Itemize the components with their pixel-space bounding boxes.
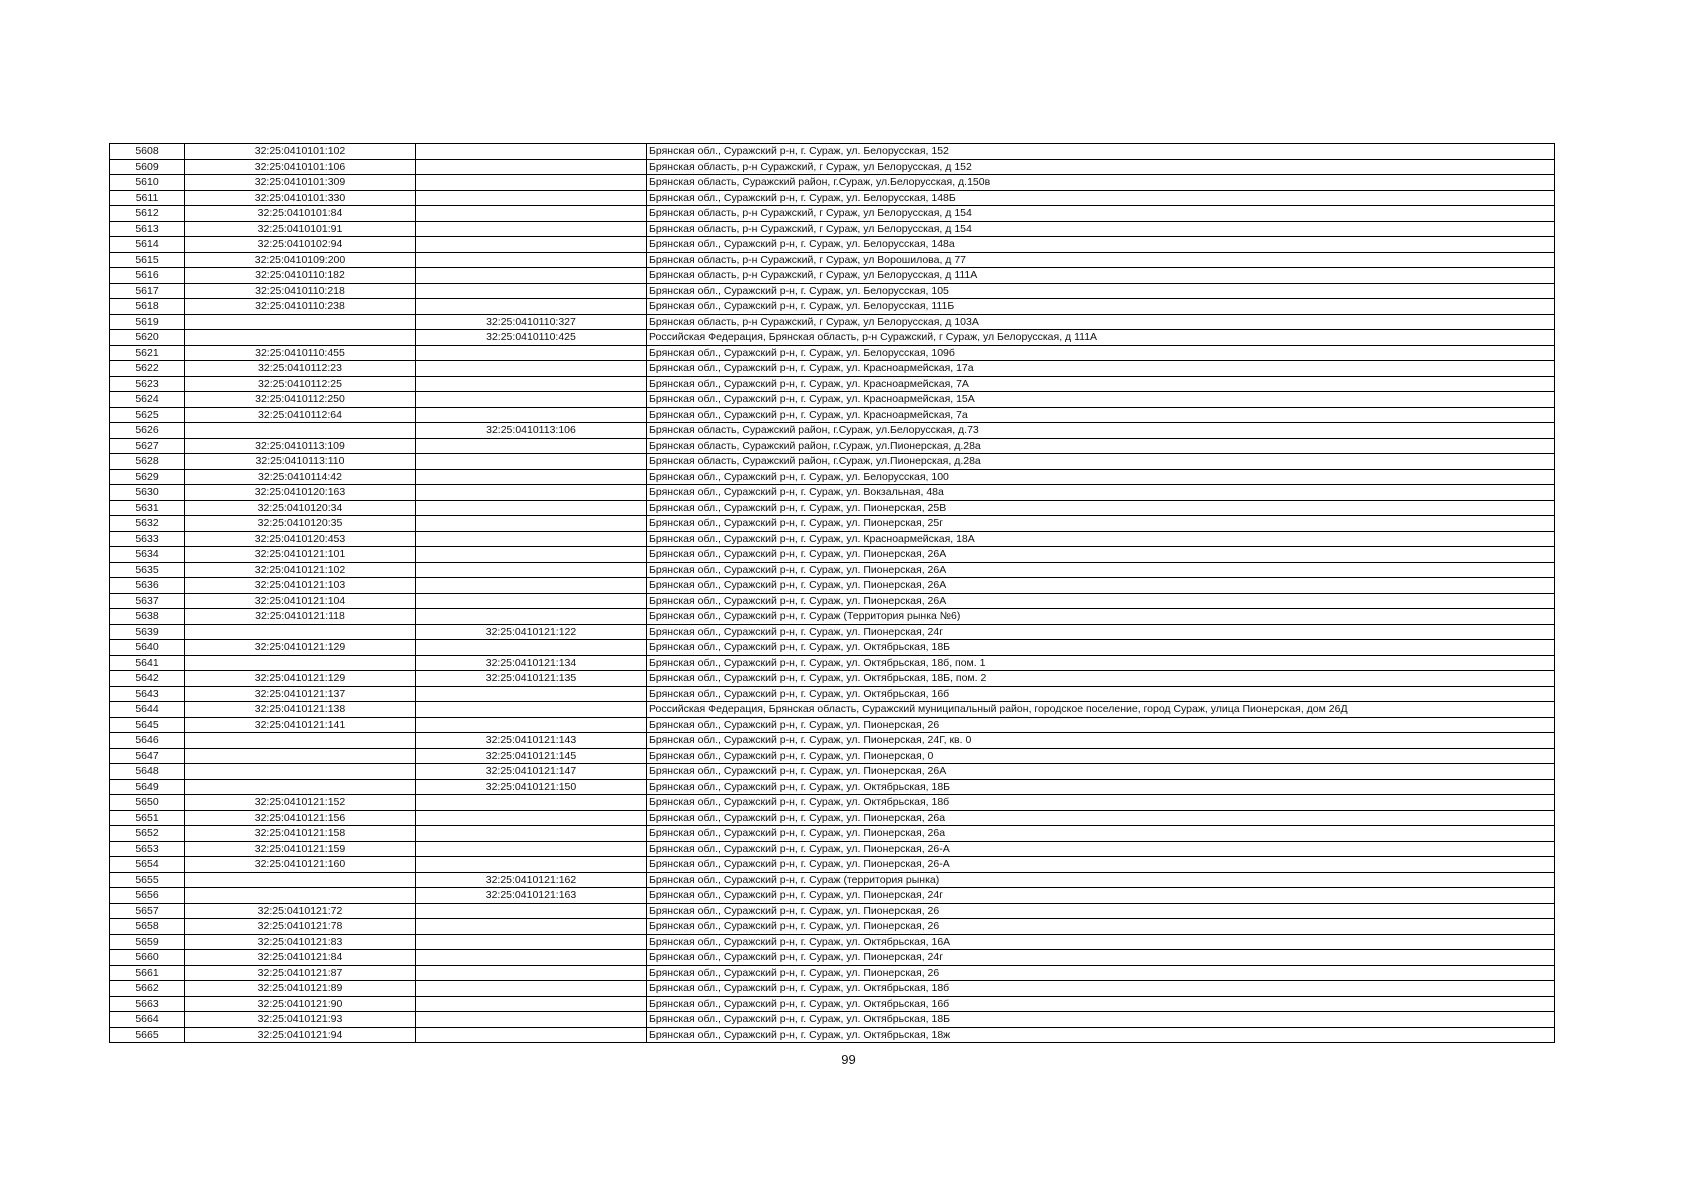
address-cell: Брянская обл., Суражский р-н, г. Сураж, ул. Белорусская, 148а [647, 237, 1555, 253]
cadastral-number-cell [185, 764, 416, 780]
address-cell: Брянская обл., Суражский р-н, г. Сураж, ул. Пионерская, 24г [647, 888, 1555, 904]
related-cadastral-number-cell [416, 516, 647, 532]
related-cadastral-number-cell [416, 903, 647, 919]
table-row [110, 810, 1555, 826]
address-cell: Брянская обл., Суражский р-н, г. Сураж, ул. Пионерская, 25В [647, 500, 1555, 516]
address-cell: Брянская область, Суражский район, г.Сураж, ул.Пионерская, д.28а [647, 454, 1555, 470]
cadastral-number-cell: 32:25:0410110:218 [185, 283, 416, 299]
row-number-cell: 5656 [110, 888, 185, 904]
cadastral-number-cell: 32:25:0410120:34 [185, 500, 416, 516]
cadastral-number-cell: 32:25:0410120:163 [185, 485, 416, 501]
related-cadastral-number-cell [416, 144, 647, 160]
related-cadastral-number-cell [416, 717, 647, 733]
address-cell: Брянская обл., Суражский р-н, г. Сураж, ул. Пионерская, 26 [647, 903, 1555, 919]
related-cadastral-number-cell [416, 175, 647, 191]
table-row [110, 733, 1555, 749]
table-row [110, 268, 1555, 284]
cadastral-number-cell: 32:25:0410101:84 [185, 206, 416, 222]
cadastral-number-cell [185, 330, 416, 346]
cadastral-number-cell: 32:25:0410121:90 [185, 996, 416, 1012]
table-row [110, 190, 1555, 206]
table-row [110, 221, 1555, 237]
address-cell: Брянская область, р-н Суражский, г Сураж, ул Белорусская, д 103А [647, 314, 1555, 330]
cadastral-number-cell: 32:25:0410121:84 [185, 950, 416, 966]
address-cell: Брянская обл., Суражский р-н, г. Сураж, ул. Красноармейская, 18А [647, 531, 1555, 547]
cadastral-number-cell: 32:25:0410120:35 [185, 516, 416, 532]
table-row [110, 159, 1555, 175]
cadastral-number-cell: 32:25:0410121:72 [185, 903, 416, 919]
address-cell: Брянская обл., Суражский р-н, г. Сураж, ул. Пионерская, 26А [647, 593, 1555, 609]
cadastral-number-cell: 32:25:0410112:23 [185, 361, 416, 377]
table-row [110, 252, 1555, 268]
address-cell: Брянская обл., Суражский р-н, г. Сураж, ул. Белорусская, 100 [647, 469, 1555, 485]
row-number-cell: 5655 [110, 872, 185, 888]
address-cell: Брянская обл., Суражский р-н, г. Сураж, ул. Октябрьская, 18б [647, 795, 1555, 811]
page-number: 99 [841, 1052, 856, 1067]
row-number-cell: 5611 [110, 190, 185, 206]
related-cadastral-number-cell: 32:25:0410110:425 [416, 330, 647, 346]
address-cell: Брянская область, Суражский район, г.Сураж, ул.Белорусская, д.150в [647, 175, 1555, 191]
row-number-cell: 5630 [110, 485, 185, 501]
address-cell: Брянская обл., Суражский р-н, г. Сураж, ул. Красноармейская, 7А [647, 376, 1555, 392]
cadastral-number-cell: 32:25:0410109:200 [185, 252, 416, 268]
related-cadastral-number-cell [416, 268, 647, 284]
cadastral-number-cell: 32:25:0410121:138 [185, 702, 416, 718]
cadastral-number-cell: 32:25:0410121:156 [185, 810, 416, 826]
registry-table [109, 143, 1555, 1043]
table-row [110, 547, 1555, 563]
table-row [110, 981, 1555, 997]
cadastral-number-cell: 32:25:0410121:118 [185, 609, 416, 625]
table-row [110, 640, 1555, 656]
row-number-cell: 5663 [110, 996, 185, 1012]
related-cadastral-number-cell [416, 407, 647, 423]
related-cadastral-number-cell [416, 299, 647, 315]
cadastral-number-cell: 32:25:0410110:182 [185, 268, 416, 284]
table-row [110, 562, 1555, 578]
row-number-cell: 5610 [110, 175, 185, 191]
table-row [110, 206, 1555, 222]
row-number-cell: 5614 [110, 237, 185, 253]
cadastral-number-cell: 32:25:0410112:250 [185, 392, 416, 408]
cadastral-number-cell: 32:25:0410102:94 [185, 237, 416, 253]
row-number-cell: 5644 [110, 702, 185, 718]
table-row [110, 392, 1555, 408]
address-cell: Брянская обл., Суражский р-н, г. Сураж, ул. Пионерская, 26 [647, 965, 1555, 981]
cadastral-number-cell [185, 423, 416, 439]
address-cell: Брянская обл., Суражский р-н, г. Сураж, ул. Пионерская, 24г [647, 624, 1555, 640]
cadastral-number-cell: 32:25:0410121:129 [185, 640, 416, 656]
related-cadastral-number-cell [416, 1027, 647, 1043]
row-number-cell: 5637 [110, 593, 185, 609]
table-row [110, 671, 1555, 687]
table-row [110, 919, 1555, 935]
row-number-cell: 5632 [110, 516, 185, 532]
cadastral-number-cell [185, 624, 416, 640]
address-cell: Брянская обл., Суражский р-н, г. Сураж (территория рынка) [647, 872, 1555, 888]
address-cell: Брянская обл., Суражский р-н, г. Сураж, ул. Пионерская, 26 [647, 919, 1555, 935]
related-cadastral-number-cell [416, 702, 647, 718]
related-cadastral-number-cell [416, 950, 647, 966]
address-cell: Брянская область, р-н Суражский, г Сураж, ул Белорусская, д 111А [647, 268, 1555, 284]
row-number-cell: 5617 [110, 283, 185, 299]
cadastral-number-cell [185, 872, 416, 888]
row-number-cell: 5620 [110, 330, 185, 346]
address-cell: Брянская обл., Суражский р-н, г. Сураж, ул. Пионерская, 24г [647, 950, 1555, 966]
related-cadastral-number-cell [416, 500, 647, 516]
table-row [110, 609, 1555, 625]
related-cadastral-number-cell: 32:25:0410121:162 [416, 872, 647, 888]
address-cell: Брянская область, р-н Суражский, г Сураж, ул Белорусская, д 154 [647, 221, 1555, 237]
address-cell: Брянская область, Суражский район, г.Сураж, ул.Пионерская, д.28а [647, 438, 1555, 454]
table-row [110, 950, 1555, 966]
related-cadastral-number-cell [416, 934, 647, 950]
table-row [110, 748, 1555, 764]
row-number-cell: 5650 [110, 795, 185, 811]
row-number-cell: 5635 [110, 562, 185, 578]
related-cadastral-number-cell [416, 221, 647, 237]
table-row [110, 531, 1555, 547]
address-cell: Брянская обл., Суражский р-н, г. Сураж, ул. Белорусская, 148Б [647, 190, 1555, 206]
cadastral-number-cell: 32:25:0410121:93 [185, 1012, 416, 1028]
row-number-cell: 5612 [110, 206, 185, 222]
row-number-cell: 5658 [110, 919, 185, 935]
address-cell: Брянская обл., Суражский р-н, г. Сураж, ул. Белорусская, 111Б [647, 299, 1555, 315]
row-number-cell: 5631 [110, 500, 185, 516]
related-cadastral-number-cell [416, 376, 647, 392]
row-number-cell: 5624 [110, 392, 185, 408]
table-row [110, 1012, 1555, 1028]
table-row [110, 500, 1555, 516]
table-row [110, 454, 1555, 470]
related-cadastral-number-cell [416, 469, 647, 485]
address-cell: Брянская обл., Суражский р-н, г. Сураж, ул. Октябрьская, 18Б, пом. 2 [647, 671, 1555, 687]
related-cadastral-number-cell [416, 965, 647, 981]
table-row [110, 795, 1555, 811]
cadastral-number-cell: 32:25:0410112:25 [185, 376, 416, 392]
row-number-cell: 5639 [110, 624, 185, 640]
row-number-cell: 5642 [110, 671, 185, 687]
cadastral-number-cell [185, 888, 416, 904]
address-cell: Брянская обл., Суражский р-н, г. Сураж, ул. Октябрьская, 16б [647, 996, 1555, 1012]
address-cell: Брянская обл., Суражский р-н, г. Сураж, ул. Октябрьская, 18Б [647, 640, 1555, 656]
related-cadastral-number-cell [416, 841, 647, 857]
cadastral-number-cell: 32:25:0410121:158 [185, 826, 416, 842]
cadastral-number-cell: 32:25:0410101:330 [185, 190, 416, 206]
cadastral-number-cell: 32:25:0410121:129 [185, 671, 416, 687]
address-cell: Брянская область, р-н Суражский, г Сураж, ул Ворошилова, д 77 [647, 252, 1555, 268]
address-cell: Брянская обл., Суражский р-н, г. Сураж, ул. Пионерская, 26А [647, 578, 1555, 594]
related-cadastral-number-cell [416, 252, 647, 268]
row-number-cell: 5625 [110, 407, 185, 423]
related-cadastral-number-cell [416, 531, 647, 547]
address-cell: Брянская обл., Суражский р-н, г. Сураж, ул. Пионерская, 26а [647, 810, 1555, 826]
table-row [110, 686, 1555, 702]
address-cell: Брянская обл., Суражский р-н, г. Сураж, ул. Октябрьская, 16А [647, 934, 1555, 950]
row-number-cell: 5661 [110, 965, 185, 981]
table-row [110, 485, 1555, 501]
cadastral-number-cell: 32:25:0410101:106 [185, 159, 416, 175]
cadastral-number-cell: 32:25:0410113:109 [185, 438, 416, 454]
table-row [110, 779, 1555, 795]
address-cell: Брянская обл., Суражский р-н, г. Сураж, ул. Вокзальная, 48а [647, 485, 1555, 501]
cadastral-number-cell: 32:25:0410121:94 [185, 1027, 416, 1043]
cadastral-number-cell: 32:25:0410121:102 [185, 562, 416, 578]
related-cadastral-number-cell [416, 547, 647, 563]
related-cadastral-number-cell: 32:25:0410121:135 [416, 671, 647, 687]
row-number-cell: 5626 [110, 423, 185, 439]
row-number-cell: 5652 [110, 826, 185, 842]
row-number-cell: 5619 [110, 314, 185, 330]
cadastral-number-cell: 32:25:0410121:141 [185, 717, 416, 733]
address-cell: Брянская обл., Суражский р-н, г. Сураж, ул. Белорусская, 152 [647, 144, 1555, 160]
row-number-cell: 5640 [110, 640, 185, 656]
address-cell: Российская Федерация, Брянская область, Суражский муниципальный район, городское поселение, город Сураж, улица Пионерская, дом 26Д [647, 702, 1555, 718]
cadastral-number-cell [185, 733, 416, 749]
cadastral-number-cell: 32:25:0410112:64 [185, 407, 416, 423]
address-cell: Брянская обл., Суражский р-н, г. Сураж, ул. Пионерская, 26А [647, 562, 1555, 578]
address-cell: Брянская обл., Суражский р-н, г. Сураж, ул. Пионерская, 26-А [647, 857, 1555, 873]
address-cell: Брянская обл., Суражский р-н, г. Сураж, ул. Пионерская, 0 [647, 748, 1555, 764]
related-cadastral-number-cell: 32:25:0410121:134 [416, 655, 647, 671]
related-cadastral-number-cell: 32:25:0410121:122 [416, 624, 647, 640]
related-cadastral-number-cell [416, 593, 647, 609]
address-cell: Брянская обл., Суражский р-н, г. Сураж, ул. Октябрьская, 18б, пом. 1 [647, 655, 1555, 671]
address-cell: Брянская обл., Суражский р-н, г. Сураж (Территория рынка №6) [647, 609, 1555, 625]
row-number-cell: 5647 [110, 748, 185, 764]
table-row [110, 283, 1555, 299]
row-number-cell: 5621 [110, 345, 185, 361]
related-cadastral-number-cell [416, 485, 647, 501]
table-row [110, 175, 1555, 191]
address-cell: Брянская обл., Суражский р-н, г. Сураж, ул. Пионерская, 24Г, кв. 0 [647, 733, 1555, 749]
related-cadastral-number-cell: 32:25:0410110:327 [416, 314, 647, 330]
cadastral-number-cell: 32:25:0410121:87 [185, 965, 416, 981]
cadastral-number-cell: 32:25:0410120:453 [185, 531, 416, 547]
cadastral-number-cell: 32:25:0410101:309 [185, 175, 416, 191]
related-cadastral-number-cell [416, 438, 647, 454]
table-row [110, 857, 1555, 873]
related-cadastral-number-cell [416, 795, 647, 811]
table-row [110, 345, 1555, 361]
address-cell: Брянская обл., Суражский р-н, г. Сураж, ул. Пионерская, 25г [647, 516, 1555, 532]
related-cadastral-number-cell [416, 609, 647, 625]
related-cadastral-number-cell [416, 981, 647, 997]
row-number-cell: 5633 [110, 531, 185, 547]
row-number-cell: 5638 [110, 609, 185, 625]
cadastral-number-cell: 32:25:0410121:103 [185, 578, 416, 594]
cadastral-number-cell: 32:25:0410121:160 [185, 857, 416, 873]
related-cadastral-number-cell [416, 686, 647, 702]
address-cell: Брянская область, Суражский район, г.Сураж, ул.Белорусская, д.73 [647, 423, 1555, 439]
row-number-cell: 5627 [110, 438, 185, 454]
table-row [110, 237, 1555, 253]
related-cadastral-number-cell [416, 283, 647, 299]
row-number-cell: 5643 [110, 686, 185, 702]
cadastral-number-cell: 32:25:0410121:89 [185, 981, 416, 997]
table-row [110, 996, 1555, 1012]
address-cell: Брянская обл., Суражский р-н, г. Сураж, ул. Пионерская, 26А [647, 764, 1555, 780]
table-row [110, 841, 1555, 857]
address-cell: Брянская обл., Суражский р-н, г. Сураж, ул. Октябрьская, 18Б [647, 1012, 1555, 1028]
related-cadastral-number-cell [416, 206, 647, 222]
cadastral-number-cell: 32:25:0410121:78 [185, 919, 416, 935]
cadastral-number-cell: 32:25:0410121:159 [185, 841, 416, 857]
row-number-cell: 5664 [110, 1012, 185, 1028]
table-row [110, 903, 1555, 919]
related-cadastral-number-cell [416, 640, 647, 656]
row-number-cell: 5654 [110, 857, 185, 873]
row-number-cell: 5645 [110, 717, 185, 733]
cadastral-number-cell [185, 314, 416, 330]
related-cadastral-number-cell [416, 857, 647, 873]
related-cadastral-number-cell [416, 578, 647, 594]
related-cadastral-number-cell [416, 454, 647, 470]
table-row [110, 361, 1555, 377]
table-row [110, 423, 1555, 439]
table-row [110, 826, 1555, 842]
row-number-cell: 5628 [110, 454, 185, 470]
row-number-cell: 5613 [110, 221, 185, 237]
row-number-cell: 5660 [110, 950, 185, 966]
row-number-cell: 5609 [110, 159, 185, 175]
table-row [110, 764, 1555, 780]
row-number-cell: 5646 [110, 733, 185, 749]
related-cadastral-number-cell: 32:25:0410113:106 [416, 423, 647, 439]
row-number-cell: 5662 [110, 981, 185, 997]
address-cell: Брянская обл., Суражский р-н, г. Сураж, ул. Красноармейская, 15А [647, 392, 1555, 408]
address-cell: Брянская обл., Суражский р-н, г. Сураж, ул. Пионерская, 26а [647, 826, 1555, 842]
row-number-cell: 5665 [110, 1027, 185, 1043]
table-row [110, 330, 1555, 346]
row-number-cell: 5641 [110, 655, 185, 671]
related-cadastral-number-cell: 32:25:0410121:145 [416, 748, 647, 764]
related-cadastral-number-cell [416, 919, 647, 935]
row-number-cell: 5657 [110, 903, 185, 919]
address-cell: Брянская обл., Суражский р-н, г. Сураж, ул. Октябрьская, 18ж [647, 1027, 1555, 1043]
address-cell: Брянская обл., Суражский р-н, г. Сураж, ул. Пионерская, 26-А [647, 841, 1555, 857]
table-row [110, 593, 1555, 609]
related-cadastral-number-cell [416, 237, 647, 253]
table-row [110, 314, 1555, 330]
table-row [110, 1027, 1555, 1043]
cadastral-number-cell: 32:25:0410101:102 [185, 144, 416, 160]
table-row [110, 888, 1555, 904]
related-cadastral-number-cell [416, 1012, 647, 1028]
row-number-cell: 5629 [110, 469, 185, 485]
address-cell: Брянская обл., Суражский р-н, г. Сураж, ул. Пионерская, 26 [647, 717, 1555, 733]
cadastral-number-cell [185, 748, 416, 764]
table-row [110, 655, 1555, 671]
table-row [110, 624, 1555, 640]
table-row [110, 516, 1555, 532]
related-cadastral-number-cell [416, 345, 647, 361]
related-cadastral-number-cell: 32:25:0410121:143 [416, 733, 647, 749]
table-row [110, 702, 1555, 718]
cadastral-number-cell: 32:25:0410121:152 [185, 795, 416, 811]
address-cell: Российская Федерация, Брянская область, р-н Суражский, г Сураж, ул Белорусская, д 111А [647, 330, 1555, 346]
cadastral-number-cell: 32:25:0410113:110 [185, 454, 416, 470]
related-cadastral-number-cell: 32:25:0410121:163 [416, 888, 647, 904]
table-row [110, 299, 1555, 315]
row-number-cell: 5634 [110, 547, 185, 563]
row-number-cell: 5659 [110, 934, 185, 950]
related-cadastral-number-cell [416, 562, 647, 578]
row-number-cell: 5636 [110, 578, 185, 594]
cadastral-number-cell [185, 779, 416, 795]
table-row [110, 438, 1555, 454]
cadastral-number-cell: 32:25:0410121:137 [185, 686, 416, 702]
cadastral-number-cell: 32:25:0410121:104 [185, 593, 416, 609]
address-cell: Брянская обл., Суражский р-н, г. Сураж, ул. Красноармейская, 17а [647, 361, 1555, 377]
related-cadastral-number-cell [416, 810, 647, 826]
row-number-cell: 5649 [110, 779, 185, 795]
related-cadastral-number-cell [416, 190, 647, 206]
row-number-cell: 5615 [110, 252, 185, 268]
table-row [110, 578, 1555, 594]
related-cadastral-number-cell [416, 996, 647, 1012]
address-cell: Брянская обл., Суражский р-н, г. Сураж, ул. Белорусская, 109б [647, 345, 1555, 361]
row-number-cell: 5608 [110, 144, 185, 160]
table-row [110, 376, 1555, 392]
cadastral-number-cell: 32:25:0410121:101 [185, 547, 416, 563]
address-cell: Брянская обл., Суражский р-н, г. Сураж, ул. Октябрьская, 16б [647, 686, 1555, 702]
related-cadastral-number-cell [416, 826, 647, 842]
address-cell: Брянская обл., Суражский р-н, г. Сураж, ул. Пионерская, 26А [647, 547, 1555, 563]
cadastral-number-cell: 32:25:0410110:455 [185, 345, 416, 361]
row-number-cell: 5651 [110, 810, 185, 826]
cadastral-number-cell [185, 655, 416, 671]
row-number-cell: 5648 [110, 764, 185, 780]
address-cell: Брянская обл., Суражский р-н, г. Сураж, ул. Октябрьская, 18б [647, 981, 1555, 997]
table-row [110, 934, 1555, 950]
related-cadastral-number-cell [416, 361, 647, 377]
table-row [110, 872, 1555, 888]
address-cell: Брянская обл., Суражский р-н, г. Сураж, ул. Красноармейская, 7а [647, 407, 1555, 423]
address-cell: Брянская обл., Суражский р-н, г. Сураж, ул. Октябрьская, 18Б [647, 779, 1555, 795]
cadastral-number-cell: 32:25:0410114:42 [185, 469, 416, 485]
table-row [110, 407, 1555, 423]
address-cell: Брянская область, р-н Суражский, г Сураж, ул Белорусская, д 152 [647, 159, 1555, 175]
related-cadastral-number-cell [416, 392, 647, 408]
registry-table-body [110, 144, 1555, 1043]
address-cell: Брянская обл., Суражский р-н, г. Сураж, ул. Белорусская, 105 [647, 283, 1555, 299]
row-number-cell: 5653 [110, 841, 185, 857]
related-cadastral-number-cell: 32:25:0410121:147 [416, 764, 647, 780]
row-number-cell: 5616 [110, 268, 185, 284]
row-number-cell: 5623 [110, 376, 185, 392]
related-cadastral-number-cell [416, 159, 647, 175]
cadastral-number-cell: 32:25:0410110:238 [185, 299, 416, 315]
table-row [110, 469, 1555, 485]
table-row [110, 965, 1555, 981]
cadastral-number-cell: 32:25:0410121:83 [185, 934, 416, 950]
table-row [110, 717, 1555, 733]
related-cadastral-number-cell: 32:25:0410121:150 [416, 779, 647, 795]
row-number-cell: 5622 [110, 361, 185, 377]
address-cell: Брянская область, р-н Суражский, г Сураж, ул Белорусская, д 154 [647, 206, 1555, 222]
table-row [110, 144, 1555, 160]
row-number-cell: 5618 [110, 299, 185, 315]
cadastral-number-cell: 32:25:0410101:91 [185, 221, 416, 237]
